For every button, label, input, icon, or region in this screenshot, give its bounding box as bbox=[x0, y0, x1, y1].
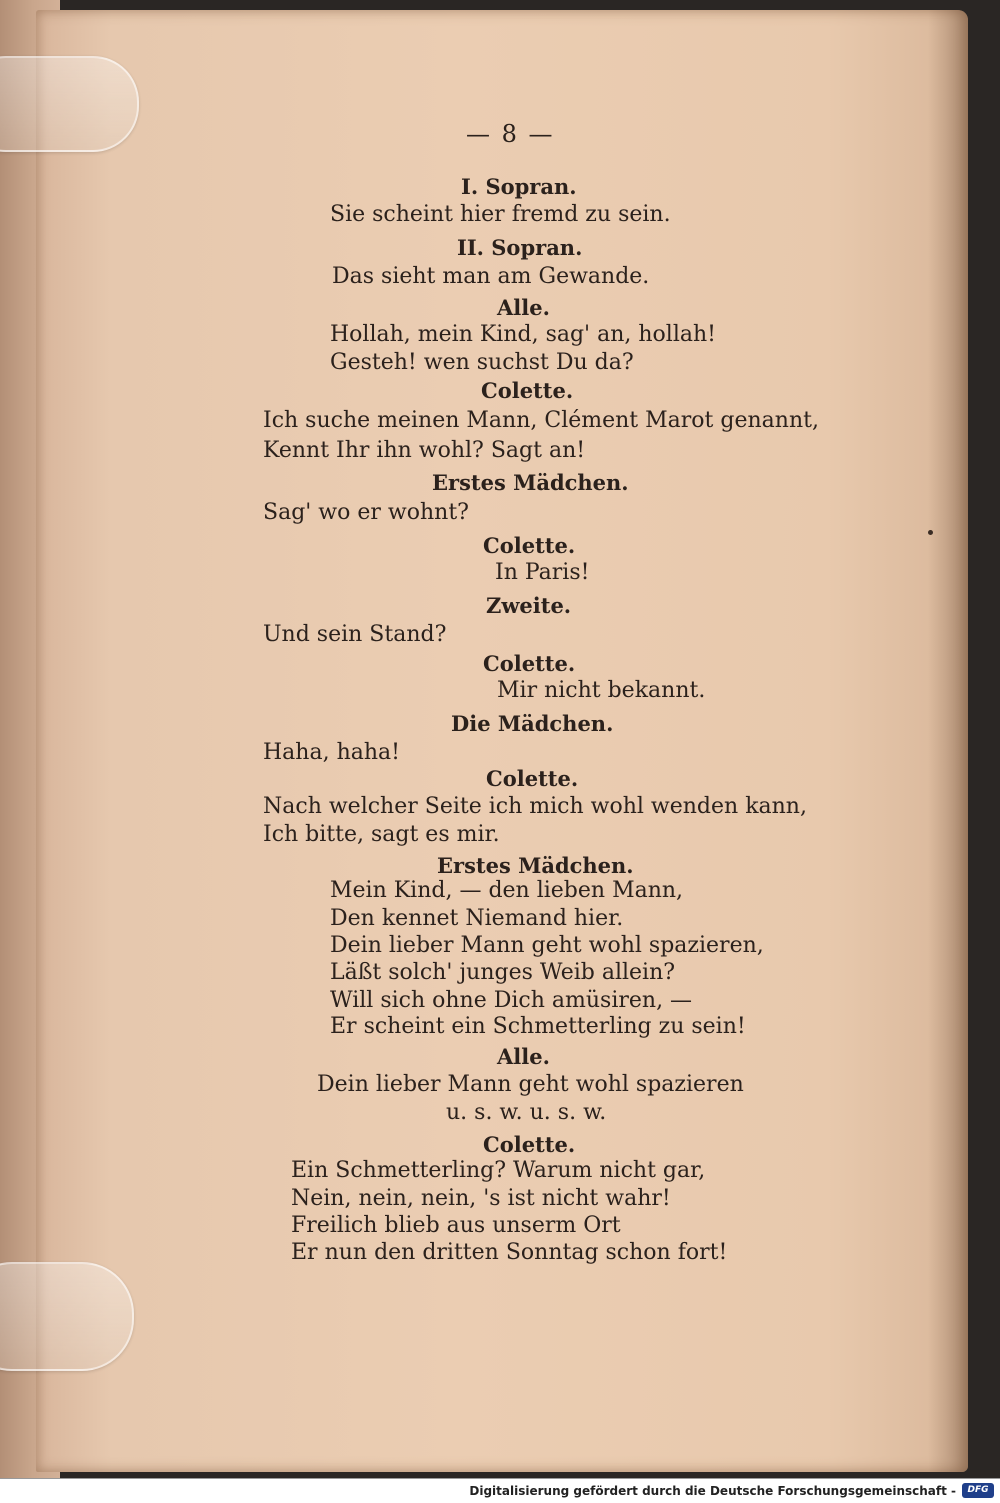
speaker-label: Erstes Mädchen. bbox=[437, 853, 634, 878]
text-line: Sie scheint hier fremd zu sein. bbox=[330, 202, 671, 227]
text-line: Ein Schmetterling? Warum nicht gar, bbox=[291, 1158, 706, 1183]
ink-speck bbox=[928, 530, 933, 535]
footer-bar bbox=[0, 1478, 1000, 1503]
text-line: Nein, nein, nein, 's ist nicht wahr! bbox=[291, 1186, 671, 1211]
text-line: Dein lieber Mann geht wohl spazieren bbox=[317, 1072, 744, 1097]
speaker-label: I. Sopran. bbox=[461, 174, 577, 199]
text-line: In Paris! bbox=[495, 560, 590, 585]
text-line: Mir nicht bekannt. bbox=[497, 678, 706, 703]
speaker-label: Colette. bbox=[483, 1132, 576, 1157]
text-line: Mein Kind, — den lieben Mann, bbox=[330, 878, 684, 903]
text-line: Freilich blieb aus unserm Ort bbox=[291, 1213, 621, 1238]
dfg-logo-icon: DFG bbox=[962, 1483, 994, 1498]
speaker-label: Die Mädchen. bbox=[451, 711, 614, 736]
page-curl-shadow bbox=[928, 10, 968, 1472]
text-line: Hollah, mein Kind, sag' an, hollah! bbox=[330, 322, 716, 347]
text-line: Nach welcher Seite ich mich wohl wenden kann, bbox=[263, 794, 807, 819]
text-line: Und sein Stand? bbox=[263, 622, 447, 647]
page-clip-bottom bbox=[0, 1262, 134, 1371]
text-line: Sag' wo er wohnt? bbox=[263, 500, 469, 525]
text-line: Gesteh! wen suchst Du da? bbox=[330, 350, 634, 375]
speaker-label: Alle. bbox=[497, 295, 550, 320]
speaker-label: Alle. bbox=[497, 1044, 550, 1069]
page-clip-top bbox=[0, 56, 139, 152]
text-line: Er nun den dritten Sonntag schon fort! bbox=[291, 1240, 728, 1265]
text-line: Er scheint ein Schmetterling zu sein! bbox=[330, 1014, 746, 1039]
text-line: Den kennet Niemand hier. bbox=[330, 906, 624, 931]
text-line: Ich suche meinen Mann, Clément Marot genannt, bbox=[263, 408, 819, 433]
speaker-label: II. Sopran. bbox=[457, 235, 583, 260]
footer-credit: Digitalisierung gefördert durch die Deutsche Forschungsgemeinschaft - bbox=[469, 1484, 956, 1498]
text-line: Läßt solch' junges Weib allein? bbox=[330, 960, 676, 985]
text-line: u. s. w. u. s. w. bbox=[446, 1100, 607, 1125]
text-line: Haha, haha! bbox=[263, 740, 400, 765]
speaker-label: Colette. bbox=[483, 651, 576, 676]
page-number: — 8 — bbox=[466, 120, 555, 148]
text-line: Das sieht man am Gewande. bbox=[332, 264, 650, 289]
speaker-label: Colette. bbox=[486, 766, 579, 791]
text-line: Ich bitte, sagt es mir. bbox=[263, 822, 500, 847]
speaker-label: Colette. bbox=[483, 533, 576, 558]
text-line: Kennt Ihr ihn wohl? Sagt an! bbox=[263, 438, 586, 463]
speaker-label: Colette. bbox=[481, 378, 574, 403]
text-line: Will sich ohne Dich amüsiren, — bbox=[330, 988, 693, 1013]
speaker-label: Erstes Mädchen. bbox=[432, 470, 629, 495]
speaker-label: Zweite. bbox=[486, 593, 572, 618]
text-line: Dein lieber Mann geht wohl spazieren, bbox=[330, 933, 764, 958]
